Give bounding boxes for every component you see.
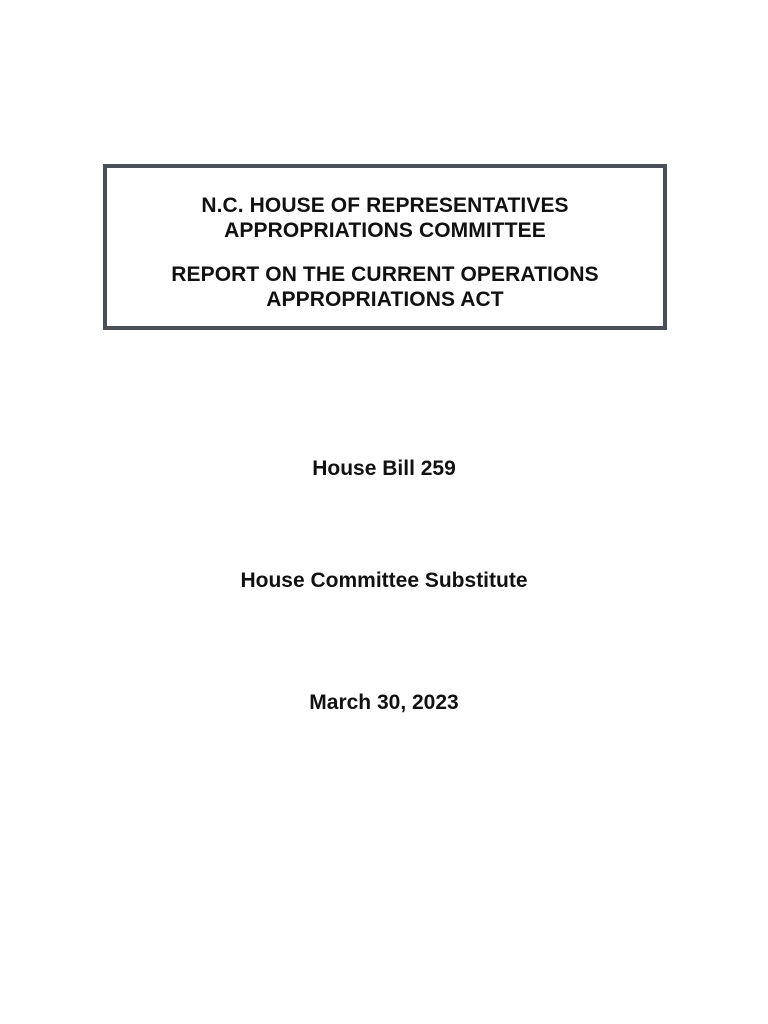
title-box — [103, 164, 667, 330]
report-title-line-2: APPROPRIATIONS ACT — [266, 288, 504, 311]
chamber-name: N.C. HOUSE OF REPRESENTATIVES — [201, 194, 569, 217]
bill-version: House Committee Substitute — [240, 569, 528, 592]
committee-heading — [107, 193, 663, 243]
report-date: March 30, 2023 — [309, 691, 459, 714]
committee-name: APPROPRIATIONS COMMITTEE — [224, 219, 546, 242]
bill-number: House Bill 259 — [312, 457, 456, 480]
report-title — [107, 262, 663, 312]
report-title-line-1: REPORT ON THE CURRENT OPERATIONS — [171, 263, 599, 286]
